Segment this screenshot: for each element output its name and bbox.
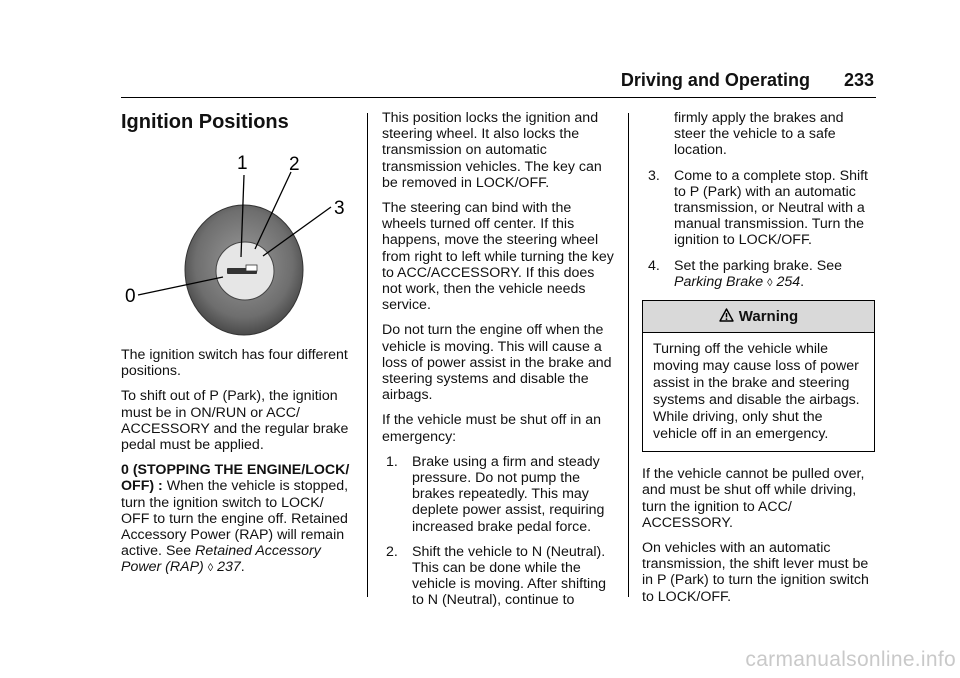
position-heading: 0 (STOPPING THE ENGINE/LOCK/ OFF) : bbox=[121, 462, 350, 495]
left-column bbox=[121, 347, 355, 586]
reference-arrow-icon: ◊ bbox=[767, 276, 773, 289]
continued-step-text: firmly apply the brakes and steer the vehicle to a safe location. bbox=[674, 110, 844, 159]
cross-reference-link[interactable]: Parking Brake bbox=[674, 273, 764, 290]
emergency-steps-list bbox=[382, 454, 617, 609]
step-text: Set the parking brake. See Parking Brake ◊ 254. bbox=[674, 257, 842, 290]
position-label-3: 3 bbox=[334, 198, 345, 219]
position-label-1: 1 bbox=[237, 153, 248, 174]
section-title: Ignition Positions bbox=[121, 111, 289, 133]
step-text: Brake using a firm and steady pressure. Do not pump the brakes repeatedly. This may deplete power assist, requiring increased brake pedal force. bbox=[412, 453, 605, 535]
position-label-2: 2 bbox=[289, 154, 300, 175]
position-label-0: 0 bbox=[125, 286, 136, 307]
paragraph: Do not turn the engine off when the vehicle is moving. This will cause a loss of power assist in the brake and steering systems and disable the airbags. bbox=[382, 322, 612, 404]
paragraph: 0 (STOPPING THE ENGINE/LOCK/ OFF) : When the vehicle is stopped, turn the ignition switch to LOCK/ OFF to turn the engine off. Retained Accessory Power (RAP) will remain active. See Retained Accessory Power (RAP) ◊ 237. bbox=[121, 462, 350, 576]
column-divider-right bbox=[628, 113, 629, 597]
column-divider-left bbox=[367, 113, 368, 597]
step-text: Come to a complete stop. Shift to P (Park) with an automatic transmission, or Neutral with a manual transmission. Turn the ignition to LOCK/OFF. bbox=[674, 167, 868, 249]
step-text: Shift the vehicle to N (Neutral). This can be done while the vehicle is moving. After shifting to N (Neutral), continue to bbox=[412, 543, 606, 609]
step-number: 4. bbox=[648, 257, 660, 274]
page-number: 233 bbox=[843, 70, 874, 90]
page-reference: 237 bbox=[217, 559, 241, 576]
warning-header bbox=[643, 301, 874, 333]
step-number: 3. bbox=[648, 167, 660, 184]
ignition-switch-diagram bbox=[121, 145, 361, 340]
list-item bbox=[382, 454, 617, 535]
paragraph: On vehicles with an automatic transmission, the shift lever must be in P (Park) to turn the ignition switch to LOCK/OFF. bbox=[642, 540, 869, 605]
step-number: 1. bbox=[386, 453, 398, 470]
step-number: 2. bbox=[386, 543, 398, 560]
list-item bbox=[642, 168, 875, 249]
warning-icon bbox=[719, 308, 734, 322]
cross-reference-link[interactable]: Retained Accessory Power (RAP) bbox=[121, 543, 321, 576]
paragraph: The ignition switch has four different positions. bbox=[121, 347, 348, 380]
emergency-steps-list-continued bbox=[642, 168, 875, 291]
middle-column bbox=[382, 110, 617, 618]
right-column bbox=[642, 110, 875, 614]
warning-title: Warning bbox=[738, 308, 799, 326]
list-item bbox=[642, 258, 875, 291]
list-item bbox=[382, 544, 617, 609]
paragraph: To shift out of P (Park), the ignition must be in ON/RUN or ACC/ ACCESSORY and the regular brake pedal must be applied. bbox=[121, 388, 349, 454]
header-divider bbox=[121, 97, 876, 98]
watermark: carmanualsonline.info bbox=[745, 648, 956, 671]
paragraph: If the vehicle must be shut off in an emergency: bbox=[382, 412, 601, 445]
warning-box bbox=[642, 300, 875, 452]
reference-arrow-icon: ◊ bbox=[207, 562, 214, 575]
paragraph: This position locks the ignition and steering wheel. It also locks the transmission on automatic transmission vehicles. The key can be removed in LOCK/OFF. bbox=[382, 110, 602, 191]
section-name: Driving and Operating bbox=[620, 70, 810, 90]
warning-text: Turning off the vehicle while moving may cause loss of power assist in the brake and steering systems and disable the airbags. While driving, only shut the vehicle off in an emergency. bbox=[653, 341, 860, 443]
page-header bbox=[621, 70, 874, 91]
paragraph: The steering can bind with the wheels turned off center. If this happens, move the steering wheel from right to left while turning the key to ACC/ACCESSORY. If this does not work, then the vehicle needs service. bbox=[382, 200, 614, 314]
paragraph: If the vehicle cannot be pulled over, and must be shut off while driving, turn the ignition to ACC/ ACCESSORY. bbox=[642, 466, 865, 531]
page-reference: 254 bbox=[776, 273, 801, 290]
